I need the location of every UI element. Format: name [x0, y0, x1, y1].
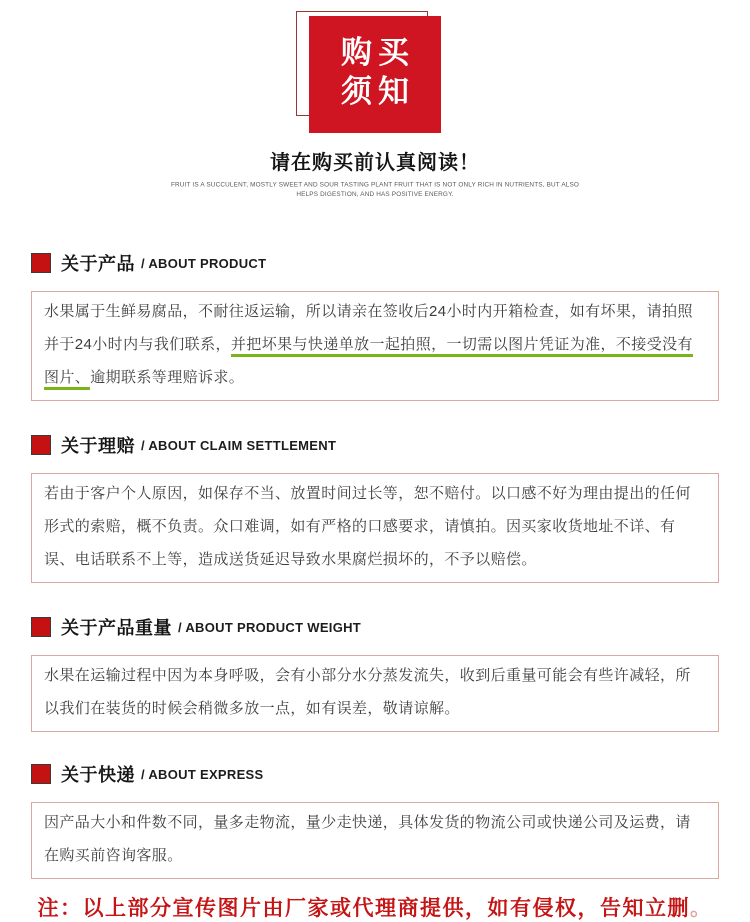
red-square-bullet-icon	[31, 764, 51, 784]
section-body-box	[31, 655, 719, 732]
intro-subtitle-line2: HELPS DIGESTION, AND HAS POSITIVE ENERGY.	[296, 190, 454, 198]
section-body-text: 因产品大小和件数不同，量多走物流，量少走快递，具体发货的物流公司或快递公司及运费，请在购买前咨询客服。	[44, 814, 691, 864]
section-body-text: 水果在运输过程中因为本身呼吸，会有小部分水分蒸发流失，收到后重量可能会有些许减轻，所以我们在装货的时候会稍微多放一点，如有误差，敬请谅解。	[44, 667, 691, 717]
red-square-bullet-icon	[31, 617, 51, 637]
purchase-notice-badge	[309, 16, 441, 133]
red-square-bullet-icon	[31, 435, 51, 455]
section-title-en: / ABOUT PRODUCT WEIGHT	[178, 619, 362, 635]
section-title-en: / ABOUT PRODUCT	[141, 255, 267, 271]
badge-text-line2: 须知	[341, 74, 415, 109]
section-header	[31, 614, 719, 640]
section-body-text	[44, 295, 706, 394]
section-title-zh: 关于快递	[61, 765, 135, 785]
section-title-zh: 关于产品	[61, 254, 135, 274]
badge-square	[309, 16, 441, 133]
section-body-box	[31, 291, 719, 401]
disclaimer-text: 注：以上部分宣传图片由厂家或代理商提供，如有侵权，告知立删	[37, 895, 690, 920]
section-title-zh: 关于理赔	[61, 436, 135, 456]
section-about-claim	[31, 432, 719, 583]
section-header	[31, 250, 719, 276]
intro-subtitle	[75, 180, 675, 199]
section-title-en: / ABOUT EXPRESS	[141, 766, 264, 782]
section-header	[31, 432, 719, 458]
section-about-weight	[31, 614, 719, 732]
badge-text-line1: 购买	[341, 35, 415, 70]
section-body-box	[31, 473, 719, 583]
section-body-box	[31, 802, 719, 879]
section-about-product	[31, 250, 719, 401]
copyright-disclaimer-note	[0, 892, 750, 922]
read-before-purchase-title: 请在购买前认真阅读！	[270, 152, 480, 174]
intro-subtitle-line1: FRUIT IS A SUCCULENT, MOSTLY SWEET AND SOUR TASTING PLANT FRUIT THAT IS NOT ONLY RICH IN NUTRIENTS, BUT ALSO	[170, 180, 580, 188]
section-header	[31, 761, 719, 787]
body-text-after: 逾期联系等理赔诉求。	[90, 369, 245, 386]
body-text-underlined: 并把坏果与快递单放一起拍照，一切需以图片凭证为准，不接受没有图片、	[44, 336, 693, 390]
section-title-en: / ABOUT CLAIM SETTLEMENT	[141, 437, 337, 453]
body-text-before: 水果属于生鲜易腐品，不耐往返运输，所以请亲在签收后24小时内开箱检查，如有坏果，请拍照并于24小时内与我们联系，	[44, 303, 693, 353]
disclaimer-period: 。	[690, 895, 713, 920]
section-about-express	[31, 761, 719, 879]
red-square-bullet-icon	[31, 253, 51, 273]
section-title-zh: 关于产品重量	[61, 618, 172, 638]
section-body-text: 若由于客户个人原因，如保存不当、放置时间过长等，恕不赔付。以口感不好为理由提出的任何形式的索赔，概不负责。众口难调，如有严格的口感要求，请慎拍。因买家收货地址不详、有误、电话联系不上等，造成送货延迟导致水果腐烂损坏的，不予以赔偿。	[44, 485, 691, 568]
